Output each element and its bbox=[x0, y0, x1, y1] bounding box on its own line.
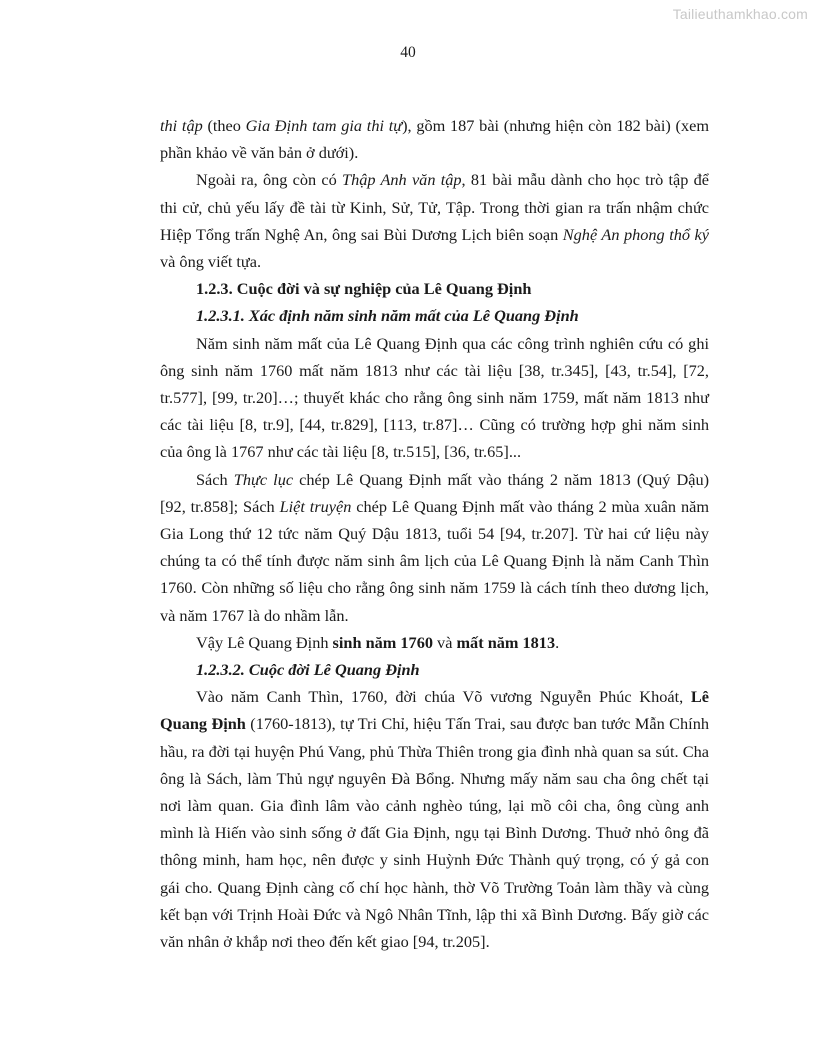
text: và bbox=[432, 632, 457, 652]
text: Vậy Lê Quang Định bbox=[196, 632, 333, 652]
text: chép Lê Quang Định mất vào tháng 2 mùa xuân năm Gia Long thứ 12 tức năm Quý Dậu 1813, tuổi 54 [94, tr.207]. Từ hai cứ liệu này chúng ta có thể tính được năm sinh âm lịch của Lê Quang Định là năm Canh Thìn 1760. Còn những số liệu cho rằng ông sinh năm 1759 là cách tính theo dương lịch, và năm 1767 là do nhầm lẫn. bbox=[160, 496, 709, 625]
text: (theo bbox=[202, 116, 246, 135]
text: . bbox=[555, 632, 560, 652]
text: , 81 bài mẫu dành cho học trò tập để thi cử, chủ yếu lấy đề tài từ Kinh, Sử, Tử, Tập. Trong thời gian ra trấn nhậm chức Hiệp Tổng trấn Nghệ An, ông sai Bùi Dương Lịch biên soạn bbox=[160, 170, 710, 244]
document-body bbox=[160, 112, 709, 955]
paragraph-2 bbox=[160, 166, 709, 275]
section-heading-1-2-3-2: 1.2.3.2. Cuộc đời Lê Quang Định bbox=[196, 660, 420, 680]
paragraph-5 bbox=[160, 629, 709, 656]
italic-title: Liệt truyện bbox=[279, 496, 352, 516]
text: ), gồm 187 bài (nhưng hiện còn 182 bài) (xem phần khảo về văn bản ở dưới). bbox=[160, 116, 709, 163]
italic-title: thi tập bbox=[160, 116, 203, 135]
bold-text: sinh năm 1760 bbox=[332, 632, 433, 652]
text: Ngoài ra, ông còn có bbox=[196, 170, 343, 190]
section-heading-1-2-3: 1.2.3. Cuộc đời và sự nghiệp của Lê Quang Định bbox=[196, 279, 532, 299]
bold-text: mất năm 1813 bbox=[456, 632, 556, 652]
text: Sách bbox=[196, 469, 234, 489]
bold-text: Lê Quang Định bbox=[160, 687, 709, 734]
italic-title: Gia Định tam gia thi tự bbox=[245, 116, 403, 135]
text: Vào năm Canh Thìn, 1760, đời chúa Võ vương Nguyễn Phúc Khoát, bbox=[196, 687, 691, 707]
italic-title: Thực lục bbox=[233, 469, 294, 489]
watermark: Tailieuthamkhao.com bbox=[672, 6, 808, 22]
paragraph-6 bbox=[160, 683, 709, 955]
paragraph-4 bbox=[160, 466, 709, 629]
section-heading-1-2-3-1: 1.2.3.1. Xác định năm sinh năm mất của Lê Quang Định bbox=[196, 306, 579, 326]
italic-title: Thập Anh văn tập bbox=[342, 170, 462, 190]
text: (1760-1813), tự Tri Chỉ, hiệu Tấn Trai, sau được ban tước Mẫn Chính hầu, ra đời tại huyện Phú Vang, phủ Thừa Thiên trong gia đình nhà quan sa sút. Cha ông là Sách, làm Thủ ngự nguyên Đà Bổng. Nhưng mấy năm sau cha ông chết tại nơi làm quan. Gia đình lâm vào cảnh nghèo túng, lại mồ côi cha, ông cùng anh mình là Hiến vào sinh sống ở đất Gia Định, ngụ tại Bình Dương. Thuở nhỏ ông đã thông minh, ham học, nên được y sinh Huỳnh Đức Thành quý trọng, có ý gả con gái cho. Quang Định càng cố chí học hành, thờ Võ Trường Toản làm thầy và cùng kết bạn với Trịnh Hoài Đức và Ngô Nhân Tĩnh, lập thi xã Bình Dương. Bấy giờ các văn nhân ở khắp nơi theo đến kết giao [94, tr.205]. bbox=[160, 714, 709, 952]
paragraph-3: Năm sinh năm mất của Lê Quang Định qua các công trình nghiên cứu có ghi ông sinh năm 1760 mất năm 1813 như các tài liệu [38, tr.345], [43, tr.54], [72, tr.577], [99, tr.20]…; thuyết khác cho rằng ông sinh năm 1759, mất năm 1813 như các tài liệu [8, tr.9], [44, tr.829], [113, tr.87]… Cũng có trường hợp ghi năm sinh của ông là 1767 như các tài liệu [8, tr.515], [36, tr.65]... bbox=[160, 333, 709, 462]
text: chép Lê Quang Định mất vào tháng 2 năm 1813 (Quý Dậu) [92, tr.858]; Sách bbox=[160, 469, 710, 516]
italic-title: Nghệ An phong thổ ký bbox=[562, 224, 709, 244]
page-number: 40 bbox=[400, 44, 416, 61]
text: và ông viết tựa. bbox=[160, 252, 262, 272]
paragraph-1 bbox=[160, 112, 709, 166]
